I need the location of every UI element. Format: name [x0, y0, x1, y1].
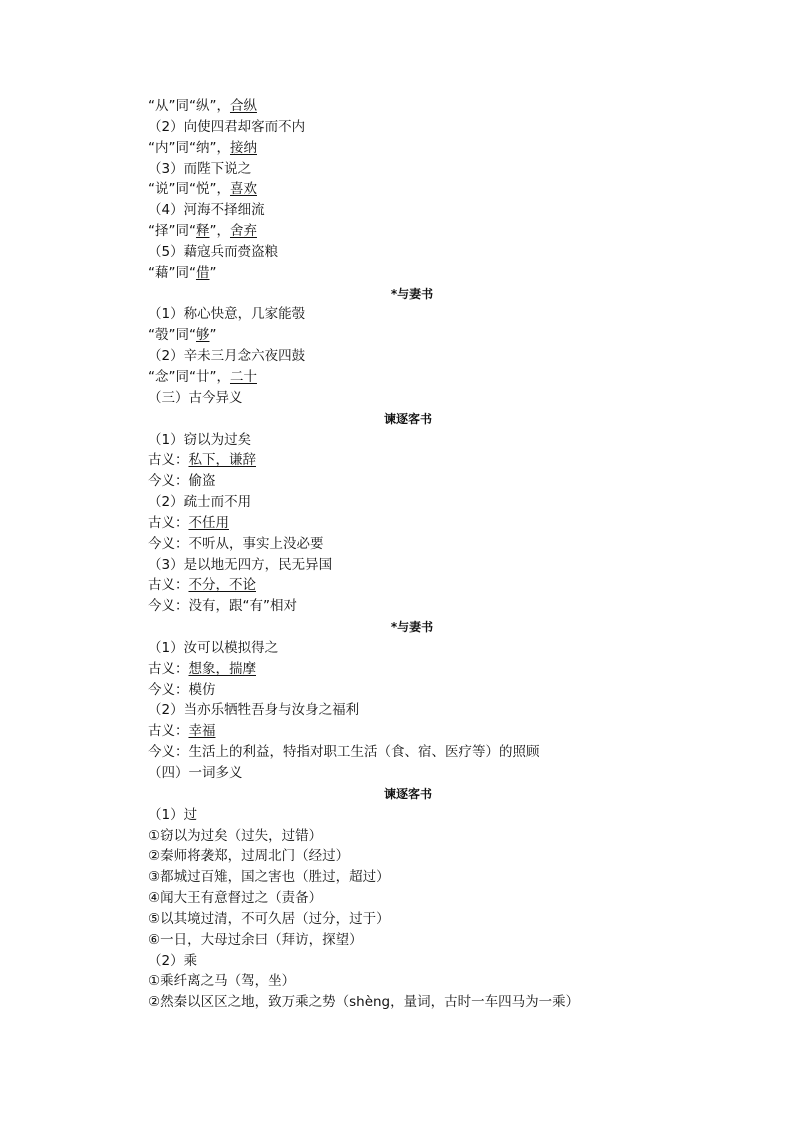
text-fragment: ”	[209, 264, 217, 281]
underlined-answer: 不任用	[188, 514, 229, 531]
text-line	[148, 367, 668, 388]
text-line	[148, 721, 668, 742]
document-page	[148, 96, 668, 1013]
text-fragment: （三）古今异义	[148, 389, 243, 406]
text-fragment: （3）而陛下说之	[148, 160, 252, 177]
underlined-answer: 释	[195, 223, 210, 240]
text-fragment: 今义：不听从，事实上没必要	[148, 535, 324, 552]
text-fragment: “择”同“	[148, 223, 196, 240]
text-fragment: ”，	[209, 223, 230, 240]
text-line	[148, 846, 668, 867]
text-fragment: （1）汝可以模拟得之	[148, 639, 279, 656]
text-line	[148, 263, 668, 284]
text-line	[148, 659, 668, 680]
section-heading: 谏逐客书	[383, 411, 432, 426]
text-fragment: “彀”同“	[148, 327, 196, 344]
text-line	[148, 555, 668, 576]
text-line	[148, 930, 668, 951]
text-fragment: （四）一词多义	[148, 765, 243, 781]
text-line	[148, 388, 668, 409]
text-fragment: （2）向使四君却客而不内	[148, 118, 306, 135]
underlined-answer: 幸福	[188, 723, 216, 740]
text-fragment: （1）称心快意，几家能彀	[148, 306, 306, 323]
text-fragment: （2）乘	[148, 952, 198, 969]
text-line	[148, 826, 668, 847]
text-line	[148, 450, 668, 471]
text-line	[148, 638, 668, 659]
text-line	[148, 575, 668, 596]
text-fragment: ①乘纤离之马（驾，坐）	[148, 973, 296, 990]
text-line	[148, 867, 668, 888]
underlined-answer: 借	[195, 264, 210, 281]
text-line	[148, 763, 668, 784]
text-fragment: （2）辛未三月念六夜四鼓	[148, 348, 306, 365]
text-fragment: （1）过	[148, 806, 198, 823]
text-line	[148, 242, 668, 263]
text-fragment: ①窃以为过矣（过失，过错）	[148, 827, 323, 844]
text-fragment: “从”同“纵”，	[148, 98, 230, 114]
text-fragment: 今义：模仿	[148, 681, 216, 698]
text-line	[148, 700, 668, 721]
text-line	[148, 117, 668, 138]
text-fragment: ”	[209, 327, 217, 344]
text-line	[148, 992, 668, 1013]
text-fragment: （2）当亦乐牺牲吾身与汝身之福利	[148, 702, 360, 719]
text-fragment: 今义：生活上的利益，特指对职工生活（食、宿、医疗等）的照顾	[148, 744, 540, 761]
text-fragment: （3）是以地无四方，民无异国	[148, 556, 333, 573]
section-heading: *与妻书	[390, 620, 434, 635]
text-fragment: ②秦师将袭郑，过周北门（经过）	[148, 848, 350, 865]
text-line	[148, 971, 668, 992]
text-fragment: 古义：	[148, 723, 189, 740]
text-fragment: 古义：	[148, 514, 189, 531]
text-line	[148, 909, 668, 930]
text-line	[148, 346, 668, 367]
text-line	[148, 179, 668, 200]
text-fragment: ⑤以其境过清，不可久居（过分，过于）	[148, 910, 390, 927]
text-line	[148, 430, 668, 451]
text-fragment: 古义：	[148, 660, 189, 677]
underlined-answer: 喜欢	[229, 181, 257, 198]
underlined-answer: 私下，谦辞	[188, 452, 256, 469]
text-fragment: 古义：	[148, 577, 189, 594]
text-fragment: 今义：偷盗	[148, 473, 216, 490]
text-line	[148, 680, 668, 701]
text-line	[148, 492, 668, 513]
underlined-answer: 合纵	[229, 98, 257, 114]
text-line	[148, 805, 668, 826]
text-line	[148, 513, 668, 534]
text-line	[148, 951, 668, 972]
text-fragment: ③都城过百雉，国之害也（胜过，超过）	[148, 869, 390, 886]
text-fragment: ②然秦以区区之地，致万乘之势（shèng，量词，古时一车四马为一乘）	[148, 994, 580, 1011]
text-fragment: “内”同“纳”，	[148, 139, 230, 156]
text-line	[148, 221, 668, 242]
text-fragment: “念”同“廿”，	[148, 368, 230, 385]
section-heading: *与妻书	[390, 286, 434, 301]
text-line	[148, 596, 668, 617]
text-fragment: ⑥一日，大母过余曰（拜访，探望）	[148, 931, 363, 948]
section-heading: 谏逐客书	[383, 786, 432, 801]
text-line	[148, 96, 668, 117]
text-line	[148, 534, 668, 555]
text-line	[148, 304, 668, 325]
text-line	[148, 159, 668, 180]
underlined-answer: 想象，揣摩	[188, 660, 256, 677]
underlined-answer: 接纳	[229, 139, 257, 156]
text-line	[148, 742, 668, 763]
text-fragment: 今义：没有，跟“有”相对	[148, 598, 297, 615]
text-line	[148, 325, 668, 346]
text-fragment: ④闻大王有意督过之（责备）	[148, 890, 323, 907]
text-fragment: 古义：	[148, 452, 189, 469]
underlined-answer: 不分，不论	[188, 577, 256, 594]
text-line	[148, 200, 668, 221]
text-line	[148, 138, 668, 159]
text-fragment: （2）疏士而不用	[148, 494, 252, 511]
text-fragment: “藉”同“	[148, 264, 196, 281]
text-fragment: （5）藉寇兵而赍盗粮	[148, 243, 279, 260]
text-fragment: （1）窃以为过矣	[148, 431, 252, 448]
text-line	[148, 471, 668, 492]
underlined-answer: 够	[195, 327, 210, 344]
text-line	[148, 888, 668, 909]
underlined-answer: 舍弃	[229, 223, 257, 240]
text-fragment: （4）河海不择细流	[148, 202, 265, 219]
text-fragment: “说”同“悦”，	[148, 181, 230, 198]
underlined-answer: 二十	[229, 368, 257, 385]
